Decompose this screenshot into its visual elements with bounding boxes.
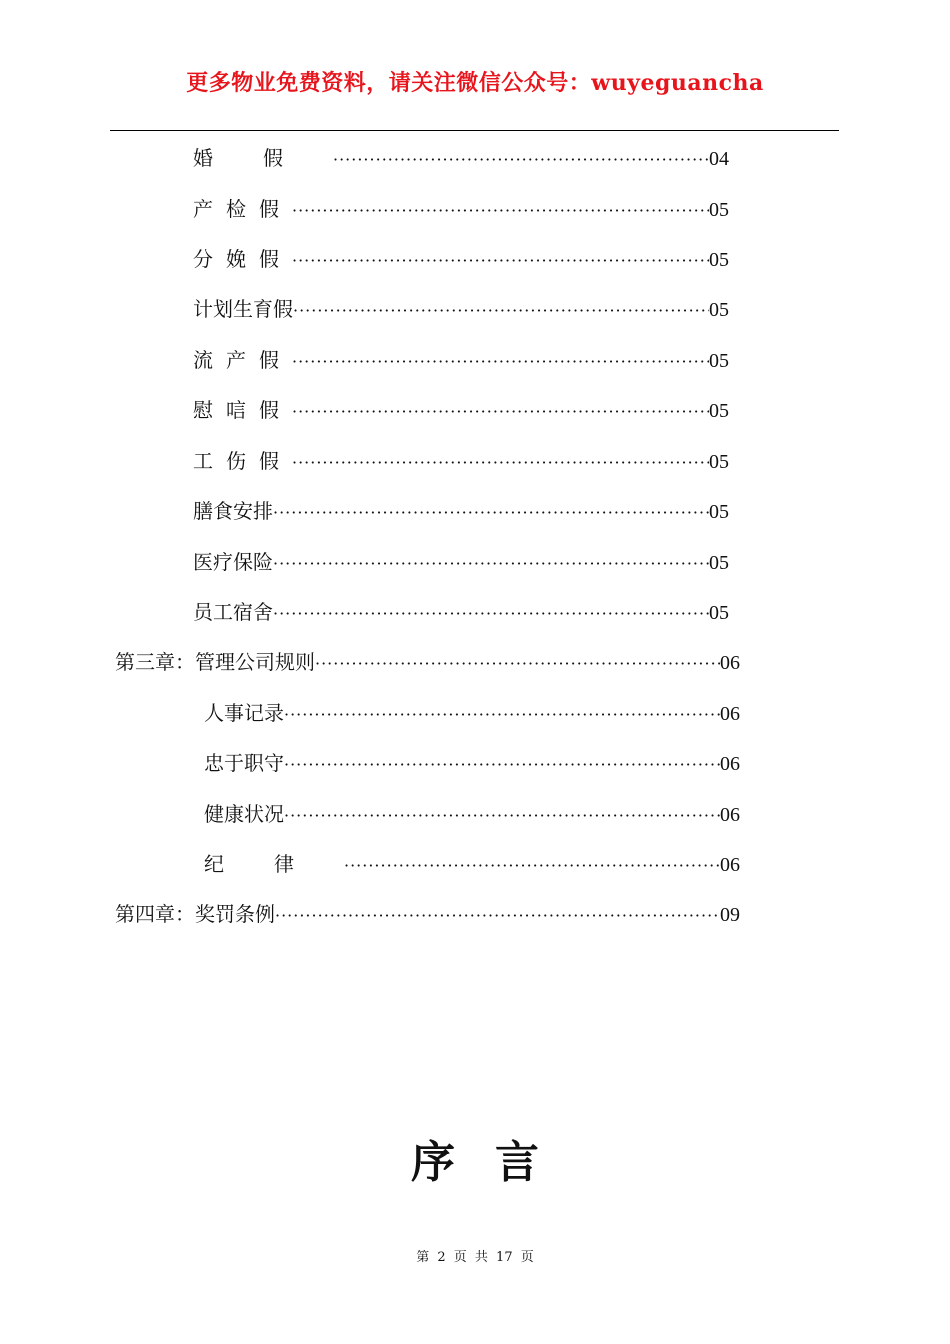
preface-heading: 序言 — [411, 1137, 579, 1188]
toc-dot-leader — [273, 498, 709, 528]
toc-entry[interactable] — [193, 395, 729, 425]
toc-dot-leader — [275, 901, 720, 931]
toc-entry[interactable] — [204, 849, 740, 879]
toc-entry-page: 05 — [709, 400, 729, 422]
toc-entry-label: 膳食安排 — [193, 499, 273, 523]
toc-dot-leader — [315, 649, 720, 679]
toc-entry-label: 健康状况 — [204, 802, 284, 826]
toc-entry[interactable] — [204, 698, 740, 728]
toc-dot-leader — [292, 448, 709, 478]
toc-entry-page: 06 — [720, 804, 740, 826]
toc-entry-page: 05 — [709, 451, 729, 473]
toc-entry-page: 05 — [709, 350, 729, 372]
toc-entry[interactable] — [193, 294, 729, 324]
toc-dot-leader — [284, 750, 720, 780]
toc-entry-label: 婚假 — [193, 146, 333, 170]
toc-dot-leader — [292, 397, 709, 427]
promo-banner: 更多物业免费资料，请关注微信公众号：wuyeguancha — [186, 70, 764, 96]
toc-entry[interactable] — [204, 799, 740, 829]
toc-entry[interactable] — [193, 194, 729, 224]
header-divider — [110, 130, 839, 131]
toc-entry[interactable] — [204, 748, 740, 778]
toc-entry-page: 09 — [720, 904, 740, 926]
toc-dot-leader — [292, 246, 709, 276]
toc-entry-page: 06 — [720, 753, 740, 775]
toc-entry-page: 05 — [709, 501, 729, 523]
toc-entry-page: 05 — [709, 552, 729, 574]
toc-dot-leader — [333, 145, 709, 175]
toc-dot-leader — [273, 599, 709, 629]
toc-entry-label: 流产假 — [193, 348, 292, 372]
toc-entry-page: 05 — [709, 299, 729, 321]
toc-entry-page: 06 — [720, 854, 740, 876]
toc-entry[interactable] — [193, 547, 729, 577]
toc-entry-label: 工伤假 — [193, 449, 292, 473]
toc-entry-label: 分娩假 — [193, 247, 292, 271]
toc-entry[interactable] — [193, 496, 729, 526]
toc-entry-page: 04 — [709, 148, 729, 170]
toc-chapter-entry[interactable] — [115, 647, 740, 677]
toc-entry-label: 慰唁假 — [193, 398, 292, 422]
toc-dot-leader — [273, 549, 709, 579]
toc-entry[interactable] — [193, 345, 729, 375]
toc-entry-label: 忠于职守 — [204, 751, 284, 775]
toc-entry-page: 05 — [709, 199, 729, 221]
toc-dot-leader — [344, 851, 720, 881]
toc-entry-label: 计划生育假 — [193, 297, 293, 321]
toc-entry[interactable] — [193, 143, 729, 173]
toc-dot-leader — [292, 347, 709, 377]
toc-entry[interactable] — [193, 446, 729, 476]
toc-entry-label: 第四章：奖罚条例 — [115, 902, 275, 926]
toc-dot-leader — [284, 801, 720, 831]
toc-entry-label: 纪律 — [204, 852, 344, 876]
toc-entry[interactable] — [193, 244, 729, 274]
toc-entry-label: 医疗保险 — [193, 550, 273, 574]
toc-entry-label: 员工宿舍 — [193, 600, 273, 624]
toc-entry-page: 06 — [720, 703, 740, 725]
toc-dot-leader — [293, 296, 709, 326]
toc-entry-label: 人事记录 — [204, 701, 284, 725]
toc-entry-label: 第三章：管理公司规则 — [115, 650, 315, 674]
toc-entry-page: 05 — [709, 602, 729, 624]
toc-chapter-entry[interactable] — [115, 899, 740, 929]
toc-dot-leader — [284, 700, 720, 730]
toc-entry-page: 06 — [720, 652, 740, 674]
toc-dot-leader — [292, 196, 709, 226]
toc-entry[interactable] — [193, 597, 729, 627]
page-number-footer: 第 2 页 共 17 页 — [416, 1250, 534, 1265]
toc-entry-page: 05 — [709, 249, 729, 271]
toc-entry-label: 产检假 — [193, 197, 292, 221]
